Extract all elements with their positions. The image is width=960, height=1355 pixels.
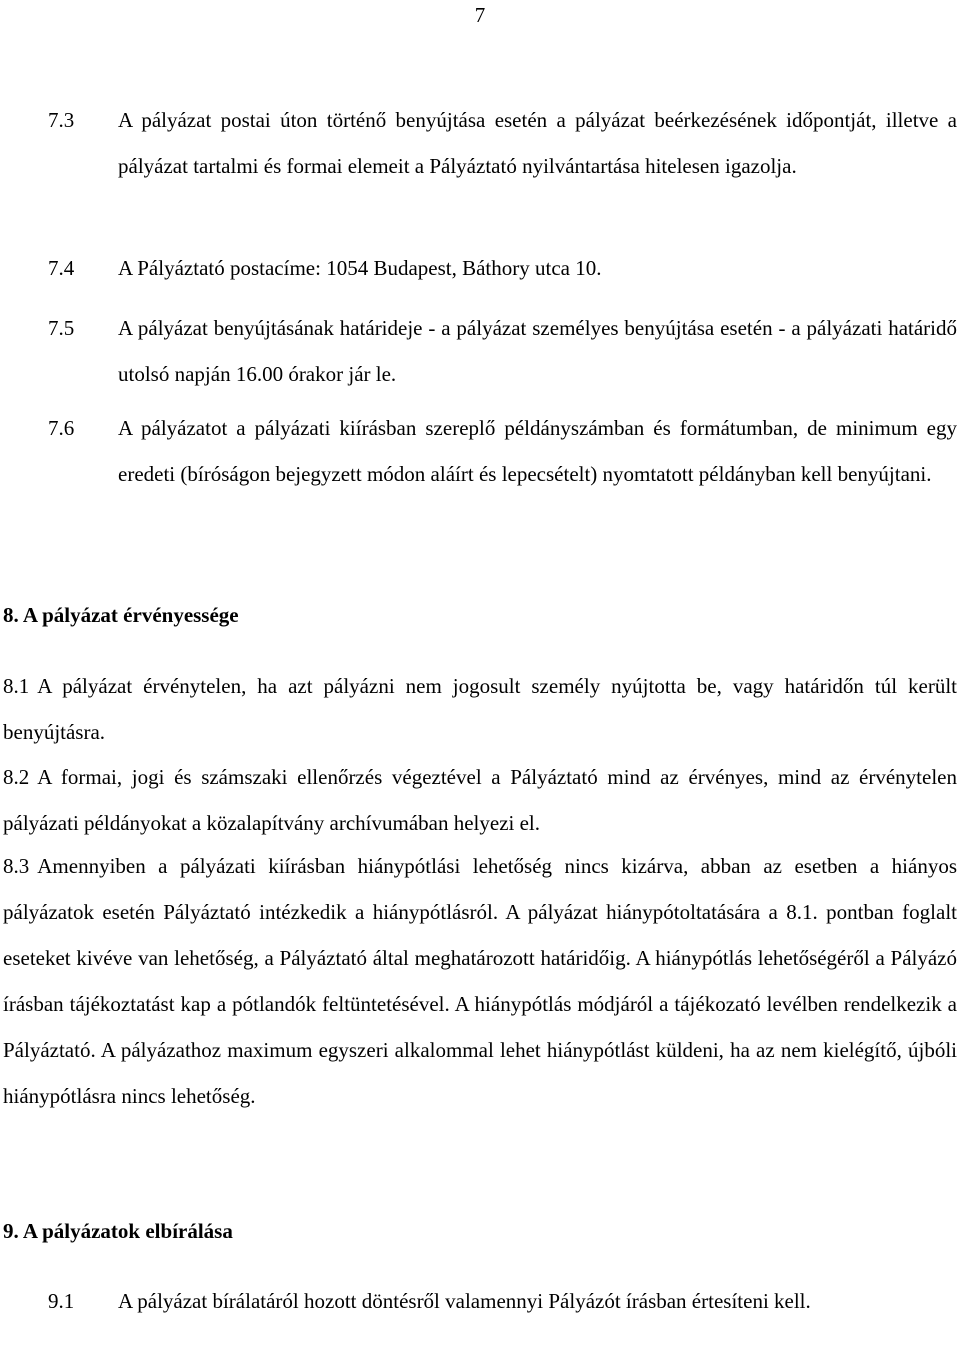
section-7-item-7-4: [0, 245, 960, 291]
item-number: 7.5: [48, 316, 75, 340]
item-number: 8.3: [3, 854, 30, 878]
section-8-item-8-1: [3, 663, 957, 755]
item-text: A pályázatot a pályázati kiírásban szereplő példányszámban és formátumban, de minimum egy eredeti (bíróságon bejegyzett módon aláírt és lepecsételt) nyomtatott példányban kell benyújtani.: [118, 416, 957, 486]
section-9-heading: 9. A pályázatok elbírálása: [3, 1219, 233, 1243]
item-number: 8.1: [3, 674, 30, 698]
item-number: 8.2: [3, 765, 30, 789]
item-text: A pályázat bírálatáról hozott döntésről valamennyi Pályázót írásban értesíteni kell.: [118, 1289, 811, 1313]
section-7-item-7-6: [0, 405, 960, 497]
section-7-item-7-3: [0, 97, 960, 189]
page-number: 7: [474, 3, 486, 27]
item-text: Amennyiben a pályázati kiírásban hiánypótlási lehetőség nincs kizárva, abban az esetben a hiányos pályázatok esetén Pályáztató intézkedik a hiánypótlásról. A pályázat hiánypótoltatására a 8.1. pontban foglalt eseteket kivéve van lehetőség, a Pályáztató által meghatározott határidőig. A hiánypótlás lehetőségéről a Pályázó írásban tájékoztatást kap a pótlandók feltüntetésével. A hiánypótlás módjáról a tájékozató levélben rendelkezik a Pályáztató. A pályázathoz maximum egyszeri alkalommal lehet hiánypótlást küldeni, ha az nem kielégítő, újbóli hiánypótlásra nincs lehetőség.: [3, 854, 957, 1108]
item-text: A formai, jogi és számszaki ellenőrzés végeztével a Pályáztató mind az érvényes, mind az érvénytelen pályázati példányokat a közalapítvány archívumában helyezi el.: [3, 765, 957, 835]
item-number: 7.3: [48, 108, 75, 132]
section-8-item-8-3: [3, 843, 957, 1119]
item-number: 7.6: [48, 416, 75, 440]
item-text: A pályázat benyújtásának határideje - a pályázat személyes benyújtása esetén - a pályázati határidő utolsó napján 16.00 órakor jár le.: [118, 316, 957, 386]
section-8-heading: 8. A pályázat érvényessége: [3, 603, 239, 627]
item-number: 7.4: [48, 256, 75, 280]
section-9-item-9-1: [0, 1278, 960, 1324]
section-8-item-8-2: [3, 754, 957, 846]
item-text: A pályázat érvénytelen, ha azt pályázni nem jogosult személy nyújtotta be, vagy határidőn túl került benyújtásra.: [3, 674, 957, 744]
section-7-item-7-5: [0, 305, 960, 397]
item-number: 9.1: [48, 1289, 75, 1313]
item-text: A Pályáztató postacíme: 1054 Budapest, Báthory utca 10.: [118, 256, 602, 280]
item-text: A pályázat postai úton történő benyújtása esetén a pályázat beérkezésének időpontját, illetve a pályázat tartalmi és formai elemeit a Pályáztató nyilvántartása hitelesen igazolja.: [118, 108, 957, 178]
